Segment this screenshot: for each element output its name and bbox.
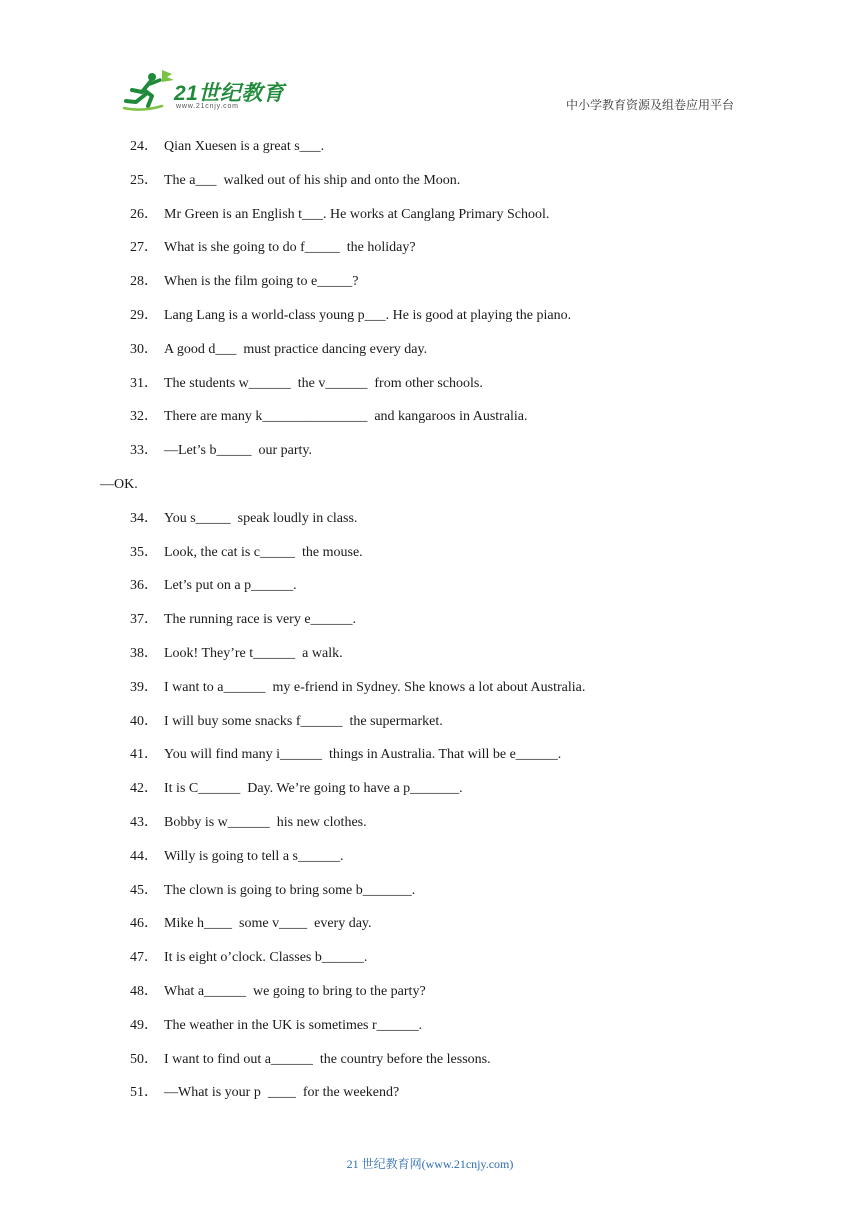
exercise-item: [130, 846, 750, 880]
item-text: Lang Lang is a world-class young p___. He is good at playing the piano.: [164, 307, 572, 323]
item-number: 43．: [130, 814, 158, 830]
logo-text: 21世纪教育: [174, 82, 285, 105]
item-text: —What is your p ____ for the weekend?: [164, 1085, 400, 1101]
item-text: There are many k_______________ and kangaroos in Australia.: [164, 409, 528, 425]
item-number: 34．: [130, 510, 158, 526]
item-number: 44．: [130, 848, 158, 864]
item-text: Look, the cat is c_____ the mouse.: [164, 544, 363, 560]
item-text: What is she going to do f_____ the holiday?: [164, 240, 416, 256]
item-text: You will find many i______ things in Australia. That will be e______.: [164, 747, 562, 763]
item-text: The a___ walked out of his ship and onto the Moon.: [164, 172, 461, 188]
item-number: 51．: [130, 1085, 158, 1101]
exercise-item: [130, 643, 750, 677]
item-text: What a______ we going to bring to the party?: [164, 983, 426, 999]
item-number: 29．: [130, 307, 158, 323]
item-text: The weather in the UK is sometimes r______.: [164, 1017, 423, 1033]
item-number: 41．: [130, 747, 158, 763]
item-text: The clown is going to bring some b_______.: [164, 882, 416, 898]
exercise-item: [130, 271, 750, 305]
item-number: 46．: [130, 916, 158, 932]
header-platform-label: 中小学教育资源及组卷应用平台: [565, 98, 734, 112]
item-text: Mike h____ some v____ every day.: [164, 916, 372, 932]
item-text: I want to find out a______ the country before the lessons.: [164, 1051, 491, 1067]
page-header: [122, 68, 734, 116]
exercise-item: [130, 880, 750, 914]
exercise-item: [130, 744, 750, 778]
site-logo[interactable]: [122, 68, 292, 114]
item-number: 25．: [130, 172, 158, 188]
item-number: 37．: [130, 612, 158, 628]
item-number: 33．: [130, 443, 158, 459]
exercise-item: [130, 677, 750, 711]
item-text: Bobby is w______ his new clothes.: [164, 814, 367, 830]
item-number: 26．: [130, 206, 158, 222]
page-footer[interactable]: [0, 1155, 860, 1172]
exercise-item: [130, 542, 750, 576]
item-text: When is the film going to e_____?: [164, 274, 359, 290]
item-number: 36．: [130, 578, 158, 594]
exercise-item: [130, 136, 750, 170]
exercise-item: [130, 373, 750, 407]
exercise-item: [130, 1049, 750, 1083]
item-number: 40．: [130, 713, 158, 729]
exercise-item: [130, 508, 750, 542]
item-number: 47．: [130, 950, 158, 966]
item-text: Willy is going to tell a s______.: [164, 848, 344, 864]
item-number: 24．: [130, 139, 158, 154]
exercise-item: [130, 305, 750, 339]
item-text: It is C______ Day. We’re going to have a p_______.: [164, 781, 463, 797]
item-number: 31．: [130, 375, 158, 391]
item-text: —Let’s b_____ our party.: [164, 443, 313, 459]
exercise-item: [130, 812, 750, 846]
item-number: 30．: [130, 341, 158, 357]
item-number: 45．: [130, 882, 158, 898]
item-number: 28．: [130, 274, 158, 290]
exercise-item: [130, 947, 750, 981]
exercise-item-continuation: [100, 474, 750, 508]
exercise-item: [130, 204, 750, 238]
runner-logo-icon: [122, 68, 176, 114]
item-number: 49．: [130, 1017, 158, 1033]
item-number: 48．: [130, 983, 158, 999]
item-text: I will buy some snacks f______ the supermarket.: [164, 713, 443, 729]
exercise-item: [130, 170, 750, 204]
exercise-item: [130, 711, 750, 745]
item-text: Mr Green is an English t___. He works at Canglang Primary School.: [164, 206, 550, 222]
exercise-item: [130, 778, 750, 812]
item-text: Qian Xuesen is a great s___.: [164, 139, 325, 154]
item-text: The running race is very e______.: [164, 612, 357, 628]
item-text: You s_____ speak loudly in class.: [164, 510, 358, 526]
exercise-item: [130, 913, 750, 947]
item-number: 27．: [130, 240, 158, 256]
logo-url: www.21cnjy.com: [176, 103, 239, 110]
item-number: 35．: [130, 544, 158, 560]
item-number: 50．: [130, 1051, 158, 1067]
item-text: It is eight o’clock. Classes b______.: [164, 950, 368, 966]
item-text: —OK.: [100, 476, 138, 492]
item-text: The students w______ the v______ from other schools.: [164, 375, 483, 391]
exercise-item: [130, 1015, 750, 1049]
item-text: Look! They’re t______ a walk.: [164, 645, 343, 661]
exercise-item: [130, 575, 750, 609]
exercise-item: [130, 406, 750, 440]
footer-link[interactable]: 21 世纪教育网(www.21cnjy.com): [346, 1157, 514, 1171]
item-text: Let’s put on a p______.: [164, 578, 297, 594]
item-number: 38．: [130, 645, 158, 661]
item-text: A good d___ must practice dancing every day.: [164, 341, 428, 357]
exercise-list: [100, 136, 750, 1116]
exercise-item: [130, 1082, 750, 1116]
item-text: I want to a______ my e-friend in Sydney. She knows a lot about Australia.: [164, 679, 586, 695]
exercise-item: [130, 237, 750, 271]
exercise-item: [130, 609, 750, 643]
exercise-item: [130, 339, 750, 373]
item-number: 32．: [130, 409, 158, 425]
item-number: 42．: [130, 781, 158, 797]
item-number: 39．: [130, 679, 158, 695]
exercise-item: [130, 440, 750, 474]
exercise-item: [130, 981, 750, 1015]
